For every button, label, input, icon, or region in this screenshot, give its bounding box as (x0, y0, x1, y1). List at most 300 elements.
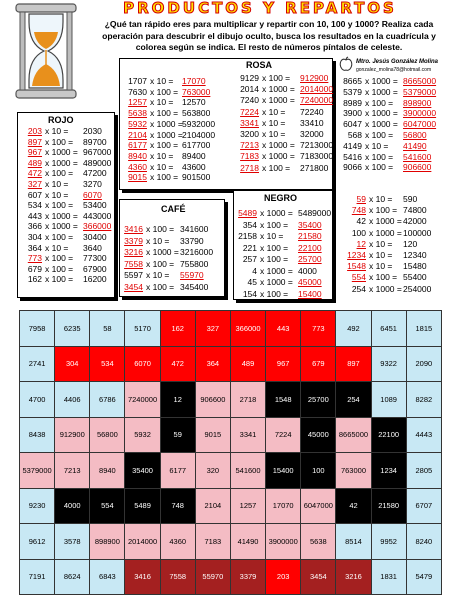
grid-cell[interactable]: 59 (160, 417, 195, 453)
operand: 3341 (240, 117, 259, 128)
operand: 607 (27, 189, 42, 200)
operator: x 10 = (260, 231, 284, 241)
grid-cell[interactable]: 5379000 (20, 453, 55, 489)
grid-cell[interactable]: 304 (55, 346, 90, 382)
result: 42000 (403, 216, 427, 227)
grid-cell[interactable]: 5170 (125, 311, 160, 347)
operation-row (121, 108, 210, 118)
grid-cell[interactable]: 3416 (125, 559, 160, 595)
grid-cell[interactable]: 554 (90, 488, 125, 524)
grid-cell[interactable]: 6786 (90, 382, 125, 418)
operand: 2718 (240, 162, 259, 173)
grid-row (20, 417, 442, 453)
grid-cell[interactable]: 2741 (20, 346, 55, 382)
operand: 748 (351, 205, 366, 216)
grid-cell[interactable]: 41490 (230, 524, 265, 560)
operation-row (20, 253, 107, 263)
operand: 354 (242, 219, 257, 230)
operand: 7224 (240, 106, 259, 117)
operation-row (20, 168, 107, 178)
grid-cell[interactable]: 2718 (230, 382, 265, 418)
operand: 162 (27, 274, 42, 285)
operation-row (338, 162, 431, 172)
operator: x 100 = (150, 140, 179, 151)
apple-icon (339, 56, 353, 72)
result: 341600 (180, 224, 209, 234)
result: 443000 (83, 210, 112, 221)
operation-row (121, 236, 204, 246)
operand: 364 (27, 242, 42, 253)
operator: x 1000 = (150, 118, 183, 129)
operator: x 100 = (146, 281, 175, 292)
operator: x 10 = (45, 126, 69, 136)
operand: 3216 (124, 247, 143, 257)
operation-row (121, 247, 213, 257)
operand: 967 (27, 147, 42, 158)
result: 901500 (182, 172, 211, 183)
result: 7240000 (300, 95, 334, 106)
grid-cell[interactable]: 4700 (20, 382, 55, 418)
operation-row (20, 126, 102, 136)
grid-cell[interactable]: 3216 (336, 559, 371, 595)
grid-cell[interactable]: 967 (266, 346, 301, 382)
rojo-title: ROJO (48, 115, 74, 125)
result: 563800 (182, 108, 211, 119)
operation-row (338, 98, 431, 108)
result: 47200 (83, 168, 107, 179)
operation-row (235, 243, 322, 253)
operation-row (121, 270, 204, 280)
grid-cell[interactable]: 56800 (90, 417, 125, 453)
operation-row (20, 190, 102, 200)
operation-row (338, 205, 427, 215)
operand: 4 (252, 265, 257, 276)
operand: 534 (27, 200, 42, 211)
operand: 568 (347, 130, 362, 140)
grid-cell[interactable]: 6235 (55, 311, 90, 347)
result: 345400 (180, 281, 209, 292)
grid-cell[interactable]: 7191 (20, 559, 55, 595)
result: 12340 (403, 250, 427, 260)
grid-cell[interactable]: 748 (160, 488, 195, 524)
result: 12570 (182, 97, 206, 108)
grid-cell[interactable]: 3454 (301, 559, 336, 595)
grid-cell[interactable]: 2805 (406, 453, 441, 489)
operator: x 10 = (146, 235, 170, 246)
operand: 1234 (347, 250, 366, 260)
operation-row (20, 147, 111, 157)
operand: 7240 (240, 95, 259, 106)
grid-cell[interactable]: 254 (336, 382, 371, 418)
operand: 257 (242, 254, 257, 264)
result: 617700 (182, 140, 211, 151)
operator: x 1000 = (369, 283, 402, 294)
operand: 443 (27, 210, 42, 221)
grid-cell[interactable]: 1831 (371, 559, 406, 595)
result: 17070 (182, 76, 206, 86)
result: 5932000 (182, 118, 216, 129)
result: 3640 (83, 242, 102, 253)
operator: x 100 = (45, 200, 74, 211)
result: 912900 (300, 73, 329, 83)
instructions-text: ¿Qué tan rápido eres para multiplicar y repartir con 10, 100 y 1000? Realiza cada operación para descubrir el dibujo oculto, busca los resultados en la cuadrícula y colorea según se indica. El resto de números píntalos de celeste. (102, 19, 436, 52)
result: 33790 (180, 235, 204, 246)
operation-row (20, 243, 102, 253)
operator: x 1000 = (369, 216, 402, 227)
operand: 5379 (343, 86, 362, 97)
grid-row (20, 311, 442, 347)
result: 21580 (298, 231, 322, 241)
result: 100000 (403, 227, 432, 238)
grid-cell[interactable]: 906600 (195, 382, 230, 418)
result: 72240 (300, 106, 324, 117)
grid-cell[interactable]: 1815 (406, 311, 441, 347)
operation-row (235, 289, 322, 299)
operand: 7213 (240, 140, 259, 151)
result: 6070 (83, 189, 102, 200)
operator: x 1000 = (45, 147, 78, 158)
operator: x 100 = (260, 254, 289, 264)
operand: 3900 (343, 108, 362, 119)
grid-cell[interactable]: 6047000 (301, 488, 336, 524)
operator: x 100 = (45, 136, 74, 147)
grid-cell[interactable]: 7213 (55, 453, 90, 489)
operation-row (20, 232, 107, 242)
operation-row (233, 118, 324, 128)
operand: 8989 (343, 97, 362, 108)
operator: x 100 = (45, 274, 74, 285)
result: 35400 (298, 219, 322, 230)
result: 55400 (403, 272, 427, 283)
grid-cell[interactable]: 2014000 (125, 524, 160, 560)
author-email: gonzalez_molina78@hotmail.com (356, 67, 432, 73)
grid-cell[interactable]: 162 (160, 311, 195, 347)
grid-cell[interactable]: 21580 (371, 488, 406, 524)
grid-cell[interactable]: 22100 (371, 417, 406, 453)
operator: x 1000 = (45, 221, 78, 232)
operand: 366 (27, 221, 42, 232)
operation-row (338, 228, 431, 238)
result: 67900 (83, 263, 107, 274)
operator: x 1000 = (260, 277, 293, 287)
operation-row (338, 87, 436, 97)
grid-cell[interactable]: 3379 (230, 559, 265, 595)
grid-cell[interactable]: 7958 (20, 311, 55, 347)
grid-cell[interactable]: 912900 (55, 417, 90, 453)
operation-row (338, 108, 436, 118)
operator: x 1000 = (146, 247, 179, 257)
grid-cell[interactable]: 5489 (125, 488, 160, 524)
operator: x 100 = (45, 168, 74, 179)
grid-cell[interactable]: 45000 (301, 417, 336, 453)
operand: 9129 (240, 73, 259, 83)
operation-row (20, 158, 111, 168)
operand: 8940 (128, 150, 147, 161)
grid-cell[interactable]: 897 (336, 346, 371, 382)
result: 6047000 (403, 119, 437, 130)
grid-cell[interactable]: 364 (195, 346, 230, 382)
result: 56800 (403, 130, 427, 140)
operand: 8665 (343, 76, 362, 86)
operation-row (20, 264, 107, 274)
operand: 304 (27, 232, 42, 242)
grid-cell[interactable]: 4406 (55, 382, 90, 418)
result: 15480 (403, 261, 427, 272)
operation-row (121, 140, 210, 150)
result: 366000 (83, 221, 112, 232)
result: 15400 (298, 288, 322, 299)
grid-cell[interactable]: 1234 (371, 453, 406, 489)
operation-row (20, 179, 102, 189)
operator: x 1000 = (365, 108, 398, 119)
grid-cell[interactable]: 12 (160, 382, 195, 418)
grid-cell[interactable]: 763000 (336, 453, 371, 489)
grid-cell[interactable]: 6843 (90, 559, 125, 595)
operator: x 1000 = (262, 151, 295, 162)
operand: 154 (242, 288, 257, 299)
operand: 9015 (128, 172, 147, 183)
operand: 773 (27, 253, 42, 264)
grid-cell[interactable]: 898900 (90, 524, 125, 560)
grid-cell[interactable]: 6177 (160, 453, 195, 489)
result: 4000 (298, 265, 317, 276)
operand: 100 (351, 227, 366, 238)
operation-row (233, 95, 333, 105)
grid-cell[interactable]: 9015 (195, 417, 230, 453)
grid-cell[interactable]: 6451 (371, 311, 406, 347)
operand: 45 (247, 277, 257, 287)
grid-cell[interactable]: 1257 (230, 488, 265, 524)
operation-row (338, 141, 427, 151)
result: 22100 (298, 242, 322, 253)
grid-cell[interactable]: 443 (266, 311, 301, 347)
author-name: Mtro. Jesús González Molina (356, 59, 439, 65)
grid-cell[interactable]: 203 (266, 559, 301, 595)
operand: 5638 (128, 108, 147, 119)
operator: x 100 = (365, 130, 394, 140)
operand: 554 (351, 272, 366, 283)
result: 5379000 (403, 86, 437, 97)
grid-cell[interactable]: 4443 (406, 417, 441, 453)
grid-cell[interactable]: 35400 (125, 453, 160, 489)
grid-cell[interactable]: 7183 (195, 524, 230, 560)
operator: x 100 = (150, 172, 179, 183)
operator: x 100 = (365, 162, 394, 173)
grid-cell[interactable]: 9612 (20, 524, 55, 560)
operator: x 10 = (369, 261, 393, 272)
operation-row (338, 152, 431, 162)
operator: x 1000 = (365, 119, 398, 130)
operator: x 100 = (45, 253, 74, 264)
operator: x 10 = (262, 129, 286, 139)
grid-cell[interactable]: 1548 (266, 382, 301, 418)
result: 898900 (403, 97, 432, 108)
operation-row (121, 259, 208, 269)
operand: 897 (27, 136, 42, 147)
operator: x 100 = (146, 224, 175, 234)
grid-cell[interactable]: 8940 (90, 453, 125, 489)
grid-cell[interactable]: 8240 (406, 524, 441, 560)
grid-cell[interactable]: 7240000 (125, 382, 160, 418)
grid-cell[interactable]: 17070 (266, 488, 301, 524)
grid-cell[interactable]: 3578 (55, 524, 90, 560)
operation-row (121, 76, 206, 86)
grid-cell[interactable]: 5932 (125, 417, 160, 453)
grid-cell[interactable]: 489 (230, 346, 265, 382)
operand: 3200 (240, 129, 259, 139)
operation-row (338, 216, 427, 226)
grid-cell[interactable]: 55970 (195, 559, 230, 595)
grid-row (20, 453, 442, 489)
operation-row (338, 76, 436, 86)
operation-row (233, 129, 324, 139)
grid-cell[interactable]: 15400 (266, 453, 301, 489)
operator: x 10 = (369, 194, 393, 204)
operator: x 1000 = (262, 84, 295, 95)
operator: x 100 = (365, 151, 394, 162)
grid-cell[interactable]: 42 (336, 488, 371, 524)
grid-cell[interactable]: 9952 (371, 524, 406, 560)
grid-cell[interactable]: 2090 (406, 346, 441, 382)
operator: x 100 = (150, 108, 179, 119)
grid-row (20, 488, 442, 524)
operator: x 1000 = (369, 227, 402, 238)
hourglass-icon (12, 2, 80, 100)
operation-row (20, 137, 107, 147)
operand: 2104 (128, 129, 147, 140)
grid-cell[interactable]: 6070 (125, 346, 160, 382)
result: 25700 (298, 254, 322, 264)
operand: 203 (27, 126, 42, 136)
grid-cell[interactable]: 8665000 (336, 417, 371, 453)
operand: 3454 (124, 281, 143, 292)
grid-cell[interactable]: 472 (160, 346, 195, 382)
operation-row (20, 200, 107, 210)
operand: 3379 (124, 235, 143, 246)
grid-cell[interactable]: 679 (301, 346, 336, 382)
operator: x 10 = (150, 161, 174, 172)
operand: 9066 (343, 162, 362, 173)
operand: 221 (242, 242, 257, 253)
operation-row (233, 163, 328, 173)
grid-cell[interactable]: 9230 (20, 488, 55, 524)
grid-cell[interactable]: 8438 (20, 417, 55, 453)
operator: x 10 = (150, 97, 174, 108)
result: 541600 (403, 151, 432, 162)
operator: x 100 = (260, 219, 289, 230)
grid-cell[interactable]: 366000 (230, 311, 265, 347)
operator: x 10 = (365, 140, 389, 151)
operator: x 1000 = (45, 157, 78, 168)
operation-row (121, 87, 210, 97)
operation-row (338, 250, 427, 260)
grid-cell[interactable]: 1089 (371, 382, 406, 418)
grid-cell[interactable]: 7558 (160, 559, 195, 595)
operator: x 100 = (45, 263, 74, 274)
grid-cell[interactable]: 5638 (301, 524, 336, 560)
grid-row (20, 559, 442, 595)
grid-cell[interactable]: 320 (195, 453, 230, 489)
grid-cell[interactable]: 773 (301, 311, 336, 347)
grid-cell[interactable]: 4360 (160, 524, 195, 560)
grid-cell[interactable]: 58 (90, 311, 125, 347)
grid-cell[interactable]: 100 (301, 453, 336, 489)
result: 120 (403, 238, 418, 249)
cafe-title: CAFÉ (161, 204, 186, 214)
grid-cell[interactable]: 8624 (55, 559, 90, 595)
operator: x 10 = (45, 179, 69, 189)
grid-cell[interactable]: 541600 (230, 453, 265, 489)
grid-cell[interactable]: 492 (336, 311, 371, 347)
grid-cell[interactable]: 3900000 (266, 524, 301, 560)
grid-cell[interactable]: 534 (90, 346, 125, 382)
result: 45000 (298, 277, 322, 287)
operand: 5932 (128, 118, 147, 129)
operation-row (338, 130, 427, 140)
result: 16200 (83, 274, 107, 285)
operator: x 100 = (262, 162, 291, 173)
grid-cell[interactable]: 5479 (406, 559, 441, 595)
result: 30400 (83, 232, 107, 242)
grid-cell[interactable]: 3341 (230, 417, 265, 453)
operation-row (338, 272, 427, 282)
grid-cell[interactable]: 6707 (406, 488, 441, 524)
operand: 6047 (343, 119, 362, 130)
grid-cell[interactable]: 8282 (406, 382, 441, 418)
result: 590 (403, 194, 418, 204)
operation-row (235, 220, 322, 230)
grid-cell[interactable]: 327 (195, 311, 230, 347)
operand: 7630 (128, 86, 147, 97)
negro-title: NEGRO (264, 193, 298, 203)
grid-cell[interactable]: 8514 (336, 524, 371, 560)
operation-row (235, 277, 322, 287)
operation-row (338, 239, 417, 249)
operator: x 10 = (150, 150, 174, 161)
operator: x 100 = (262, 73, 291, 83)
operand: 327 (27, 179, 42, 189)
coloring-grid (19, 310, 442, 595)
operation-row (233, 84, 333, 94)
grid-cell[interactable]: 4000 (55, 488, 90, 524)
grid-cell[interactable]: 2104 (195, 488, 230, 524)
operator: x 10 = (262, 106, 286, 117)
result: 2014000 (300, 84, 334, 95)
result: 763000 (182, 86, 211, 97)
result: 254000 (403, 283, 432, 294)
operation-row (233, 140, 333, 150)
operator: x 1000 = (45, 210, 78, 221)
operation-row (20, 221, 111, 231)
operator: x 1000 = (260, 208, 293, 218)
operand: 12 (356, 238, 366, 249)
operation-row (235, 231, 322, 241)
grid-cell[interactable]: 7224 (266, 417, 301, 453)
rosa-title: ROSA (246, 60, 273, 70)
result: 41490 (403, 140, 427, 151)
result: 489000 (83, 157, 112, 168)
operation-row (235, 254, 322, 264)
operation-row (121, 162, 206, 172)
operand: 679 (27, 263, 42, 274)
operand: 4360 (128, 161, 147, 172)
operand: 1548 (347, 261, 366, 272)
grid-cell[interactable]: 9322 (371, 346, 406, 382)
operation-row (20, 211, 111, 221)
grid-cell[interactable]: 25700 (301, 382, 336, 418)
operand: 7183 (240, 151, 259, 162)
operation-row (121, 130, 215, 140)
